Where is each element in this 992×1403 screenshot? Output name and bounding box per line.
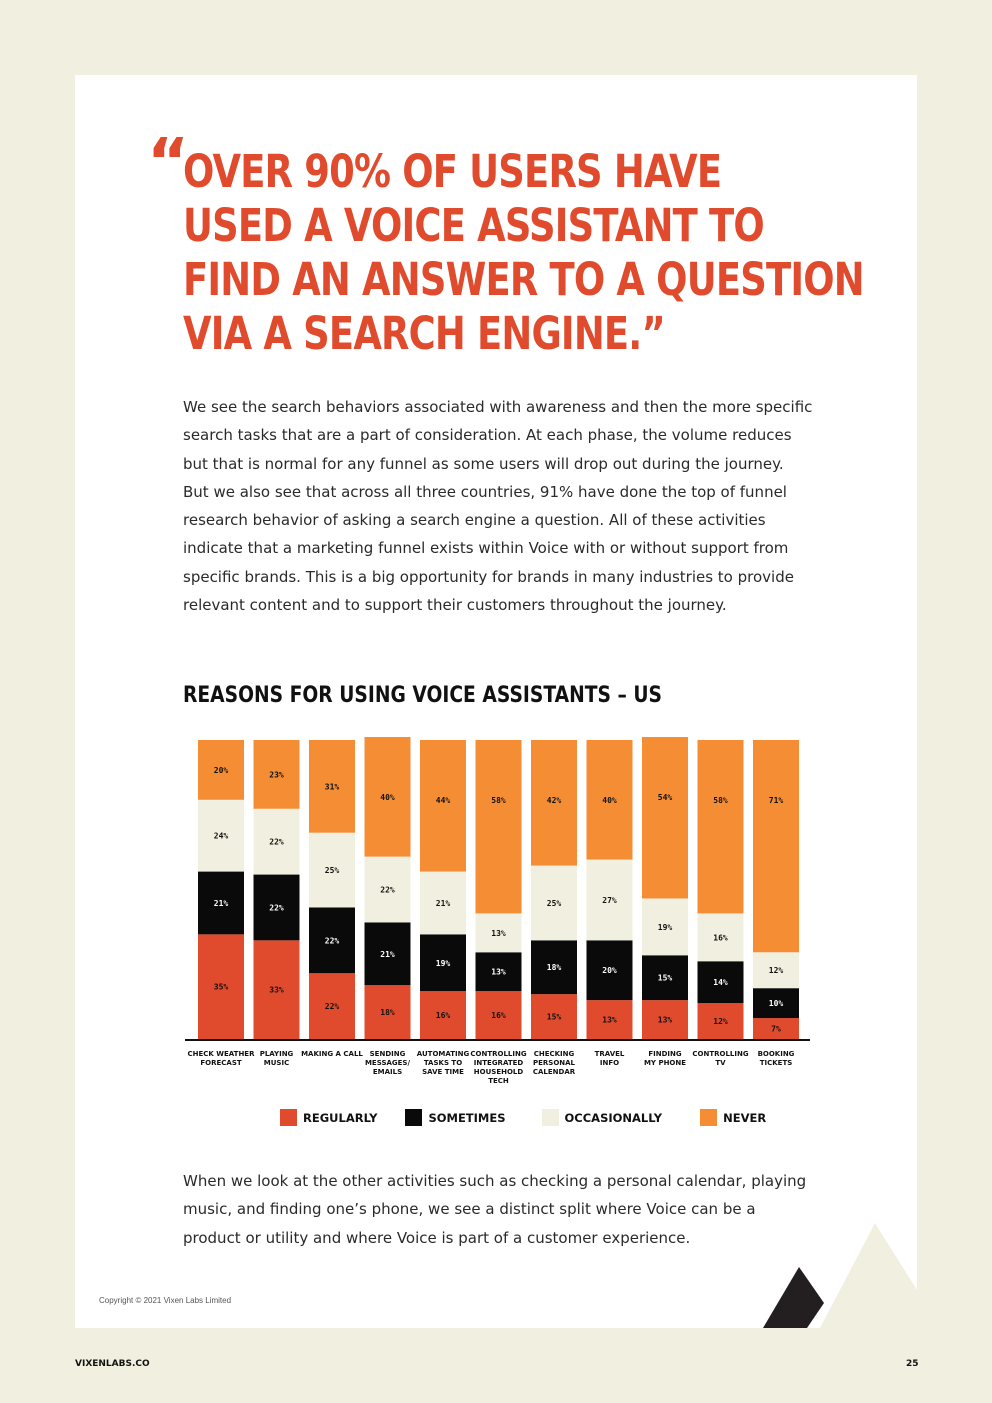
copyright-notice: Copyright © 2021 Vixen Labs Limited <box>99 1296 232 1305</box>
data-label: 12% <box>713 1017 728 1027</box>
data-label: 27% <box>602 895 617 905</box>
category-label: CALENDAR <box>532 1068 576 1076</box>
category-label: TASKS TO <box>423 1059 463 1067</box>
category-label: CHECK WEATHER <box>187 1050 255 1058</box>
legend-label-regularly: REGULARLY <box>303 1110 378 1125</box>
data-label: 58% <box>491 796 506 805</box>
legend-label-occasionally: OCCASIONALLY <box>564 1110 663 1125</box>
category-label: MUSIC <box>263 1059 290 1067</box>
category-label: PLAYING <box>259 1050 294 1058</box>
category-label: TV <box>715 1059 726 1067</box>
category-label: FORECAST <box>200 1059 242 1067</box>
category-label: TICKETS <box>759 1059 793 1067</box>
data-label: 13% <box>602 1015 617 1025</box>
data-label: 18% <box>380 1008 395 1018</box>
quote-open-mark: “ <box>147 126 186 200</box>
chart-title: REASONS FOR USING VOICE ASSISTANTS – US <box>183 683 663 708</box>
data-label: 20% <box>213 765 229 775</box>
data-label: 19% <box>435 958 451 968</box>
category-label: MY PHONE <box>643 1059 687 1067</box>
data-label: 25% <box>546 898 562 908</box>
dark-mountain-shape <box>763 1267 824 1328</box>
category-label: PERSONAL <box>532 1059 576 1067</box>
category-label: TECH <box>488 1077 509 1085</box>
light-mountain-shape <box>820 1223 917 1328</box>
data-label: 58% <box>713 796 728 805</box>
data-label: 13% <box>491 967 506 977</box>
category-label: INFO <box>599 1059 620 1067</box>
category-label: CHECKING <box>533 1050 575 1058</box>
data-label: 42% <box>546 796 562 805</box>
quote-line: OVER 90% OF USERS HAVE <box>183 145 722 198</box>
data-label: 19% <box>657 922 673 932</box>
intro-paragraph: We see the search behaviors associated with awareness and then the more specific search tasks that are a part of consideration. At each phase, the volume reduces but that is normal for any funnel as some users will drop out during the journey. But we also see that across all three countries, 91% have done the top of funnel research behavior of asking a search engine a question. All of these activities indicate that a marketing funnel exists within Voice with or without support from specific brands. This is a big opportunity for brands in many industries to provide relevant content and to support their customers throughout the journey. <box>183 398 813 615</box>
quote-line: FIND AN ANSWER TO A QUESTION <box>183 253 864 306</box>
category-label: HOUSEHOLD <box>473 1068 524 1076</box>
quote-line: VIA A SEARCH ENGINE.” <box>183 307 665 360</box>
category-label: SENDING <box>369 1050 406 1058</box>
category-label: AUTOMATING <box>416 1050 470 1058</box>
category-label: MAKING A CALL <box>301 1050 363 1058</box>
data-label: 21% <box>213 898 229 908</box>
data-label: 22% <box>269 837 284 847</box>
data-label: 7% <box>771 1024 781 1034</box>
data-label: 25% <box>324 866 340 876</box>
mountain-decoration <box>75 75 917 1328</box>
data-label: 18% <box>546 963 562 973</box>
category-label: TRAVEL <box>594 1050 625 1058</box>
legend-label-never: NEVER <box>723 1110 767 1125</box>
footer-site: VIXENLABS.CO <box>75 1359 150 1369</box>
data-label: 22% <box>269 903 284 913</box>
category-label: FINDING <box>648 1050 682 1058</box>
data-label: 22% <box>324 1002 340 1012</box>
data-label: 54% <box>657 793 673 803</box>
closing-paragraph: When we look at the other activities such as checking a personal calendar, playing music, and finding one’s phone, we see a distinct split where Voice can be a product or utility and where Voice is part of a customer experience. <box>183 1172 807 1247</box>
category-label: CONTROLLING <box>470 1050 527 1058</box>
page-number: 25 <box>906 1359 919 1369</box>
legend-label-sometimes: SOMETIMES <box>428 1110 506 1125</box>
data-label: 31% <box>324 782 340 792</box>
data-label: 24% <box>213 831 229 841</box>
data-label: 22% <box>380 885 395 895</box>
data-label: 71% <box>768 796 784 805</box>
data-label: 13% <box>657 1015 673 1025</box>
quote-line: USED A VOICE ASSISTANT TO <box>183 199 764 252</box>
category-label: CONTROLLING <box>692 1050 749 1058</box>
data-label: 35% <box>213 982 229 992</box>
data-label: 40% <box>380 792 395 802</box>
data-label: 22% <box>324 936 340 946</box>
data-label: 15% <box>546 1012 562 1022</box>
data-label: 21% <box>380 949 395 959</box>
page-card <box>75 75 917 1328</box>
category-label: MESSAGES/ <box>364 1059 411 1067</box>
data-label: 16% <box>491 1011 506 1021</box>
data-label: 20% <box>602 966 617 976</box>
category-label: SAVE TIME <box>422 1068 464 1076</box>
category-label: EMAILS <box>372 1068 403 1076</box>
data-label: 16% <box>713 933 728 943</box>
category-label: INTEGRATED <box>473 1059 524 1067</box>
data-label: 16% <box>435 1011 451 1021</box>
data-label: 44% <box>435 796 451 805</box>
data-label: 40% <box>602 795 617 805</box>
data-label: 10% <box>768 999 784 1009</box>
data-label: 14% <box>713 978 728 988</box>
data-label: 12% <box>768 966 784 976</box>
data-label: 21% <box>435 898 451 908</box>
data-label: 13% <box>491 928 506 938</box>
data-label: 33% <box>269 985 284 995</box>
data-label: 15% <box>657 973 673 983</box>
data-label: 23% <box>269 770 284 780</box>
category-label: BOOKING <box>757 1050 795 1058</box>
